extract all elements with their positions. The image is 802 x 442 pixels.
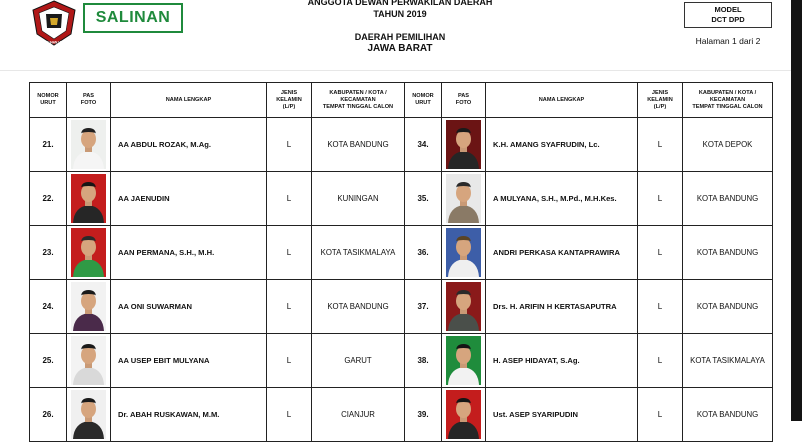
- candidate-regency: KUNINGAN: [312, 172, 405, 226]
- candidate-regency: KOTA BANDUNG: [683, 280, 773, 334]
- table-row: [30, 172, 773, 226]
- candidate-number: 37.: [405, 280, 442, 334]
- candidate-sex: L: [267, 280, 312, 334]
- candidate-regency: KOTA BANDUNG: [683, 172, 773, 226]
- col-header-foto: PAS FOTO: [67, 83, 111, 118]
- candidate-name: AA ONI SUWARMAN: [111, 280, 267, 334]
- header-region: JAWA BARAT: [367, 43, 433, 54]
- candidate-photo: [446, 336, 481, 385]
- candidate-photo: [446, 228, 481, 277]
- candidate-photo-cell: [442, 118, 486, 172]
- candidate-photo-cell: [442, 334, 486, 388]
- candidate-photo-cell: [67, 118, 111, 172]
- candidate-regency: KOTA BANDUNG: [683, 388, 773, 442]
- candidate-name: ANDRI PERKASA KANTAPRAWIRA: [486, 226, 638, 280]
- candidate-regency: GARUT: [312, 334, 405, 388]
- candidate-number: 25.: [30, 334, 67, 388]
- salinan-stamp: SALINAN: [83, 3, 183, 33]
- candidate-photo-cell: [442, 280, 486, 334]
- candidate-sex: L: [267, 226, 312, 280]
- candidate-photo-cell: [442, 226, 486, 280]
- candidate-name: AA JAENUDIN: [111, 172, 267, 226]
- candidate-sex: L: [267, 118, 312, 172]
- candidate-regency: KOTA BANDUNG: [312, 280, 405, 334]
- candidate-photo-cell: [67, 226, 111, 280]
- table-row: [30, 334, 773, 388]
- table-row: [30, 280, 773, 334]
- col-header-kab: KABUPATEN / KOTA / KECAMATAN TEMPAT TINGGAL CALON: [683, 83, 773, 118]
- header-title: ANGGOTA DEWAN PERWAKILAN DAERAH: [307, 0, 493, 7]
- candidate-table: [29, 82, 773, 442]
- candidate-photo-cell: [67, 388, 111, 442]
- candidate-name: AA ABDUL ROZAK, M.Ag.: [111, 118, 267, 172]
- table-header-row: [30, 83, 773, 118]
- candidate-photo-cell: [442, 172, 486, 226]
- candidate-photo: [446, 390, 481, 439]
- candidate-regency: KOTA BANDUNG: [683, 226, 773, 280]
- candidate-sex: L: [638, 118, 683, 172]
- kpu-logo-icon: [31, 0, 77, 46]
- col-header-nomor: NOMOR URUT: [30, 83, 67, 118]
- col-header-foto: PAS FOTO: [442, 83, 486, 118]
- col-header-kab: KABUPATEN / KOTA / KECAMATAN TEMPAT TINGGAL CALON: [312, 83, 405, 118]
- page-edge-shadow: [791, 0, 802, 421]
- candidate-sex: L: [638, 226, 683, 280]
- candidate-photo: [71, 120, 106, 169]
- candidate-photo-cell: [67, 172, 111, 226]
- table-row: [30, 118, 773, 172]
- candidate-number: 26.: [30, 388, 67, 442]
- candidate-name: Dr. ABAH RUSKAWAN, M.M.: [111, 388, 267, 442]
- candidate-number: 34.: [405, 118, 442, 172]
- candidate-photo-cell: [67, 280, 111, 334]
- candidate-photo-cell: [442, 388, 486, 442]
- candidate-number: 39.: [405, 388, 442, 442]
- candidate-regency: KOTA BANDUNG: [312, 118, 405, 172]
- candidate-regency: KOTA TASIKMALAYA: [683, 334, 773, 388]
- page-top-edge: [0, 70, 791, 71]
- candidate-number: 38.: [405, 334, 442, 388]
- header-region-label: DAERAH PEMILIHAN: [354, 32, 446, 42]
- table-row: [30, 388, 773, 442]
- model-label: MODEL: [714, 5, 742, 14]
- candidate-number: 22.: [30, 172, 67, 226]
- header-year: TAHUN 2019: [373, 9, 427, 19]
- candidate-sex: L: [267, 172, 312, 226]
- candidate-sex: L: [638, 334, 683, 388]
- candidate-regency: KOTA TASIKMALAYA: [312, 226, 405, 280]
- candidate-photo: [71, 228, 106, 277]
- candidate-sex: L: [638, 388, 683, 442]
- page-indicator: Halaman 1 dari 2: [695, 36, 761, 46]
- candidate-number: 21.: [30, 118, 67, 172]
- candidate-sex: L: [638, 172, 683, 226]
- candidate-number: 35.: [405, 172, 442, 226]
- candidate-photo: [71, 282, 106, 331]
- candidate-photo: [71, 390, 106, 439]
- candidate-sex: L: [267, 388, 312, 442]
- col-header-nomor: NOMOR URUT: [405, 83, 442, 118]
- candidate-name: K.H. AMANG SYAFRUDIN, Lc.: [486, 118, 638, 172]
- candidate-name: H. ASEP HIDAYAT, S.Ag.: [486, 334, 638, 388]
- model-code: DCT DPD: [711, 15, 745, 24]
- logo-text: PEMILIHAN UMUM: [39, 40, 69, 45]
- candidate-name: Drs. H. ARIFIN H KERTASAPUTRA: [486, 280, 638, 334]
- col-header-nama: NAMA LENGKAP: [486, 83, 638, 118]
- candidate-number: 36.: [405, 226, 442, 280]
- candidate-regency: CIANJUR: [312, 388, 405, 442]
- col-header-nama: NAMA LENGKAP: [111, 83, 267, 118]
- col-header-jenis: JENIS KELAMIN (L/P): [638, 83, 683, 118]
- col-header-jenis: JENIS KELAMIN (L/P): [267, 83, 312, 118]
- candidate-name: AA USEP EBIT MULYANA: [111, 334, 267, 388]
- candidate-number: 24.: [30, 280, 67, 334]
- candidate-name: AAN PERMANA, S.H., M.H.: [111, 226, 267, 280]
- candidate-photo: [71, 336, 106, 385]
- table-row: [30, 226, 773, 280]
- candidate-photo: [446, 282, 481, 331]
- candidate-name: Ust. ASEP SYARIPUDIN: [486, 388, 638, 442]
- candidate-photo: [446, 120, 481, 169]
- candidate-sex: L: [267, 334, 312, 388]
- candidate-photo: [446, 174, 481, 223]
- model-box: [684, 2, 772, 28]
- candidate-photo: [71, 174, 106, 223]
- candidate-name: A MULYANA, S.H., M.Pd., M.H.Kes.: [486, 172, 638, 226]
- candidate-number: 23.: [30, 226, 67, 280]
- candidate-photo-cell: [67, 334, 111, 388]
- candidate-regency: KOTA DEPOK: [683, 118, 773, 172]
- candidate-sex: L: [638, 280, 683, 334]
